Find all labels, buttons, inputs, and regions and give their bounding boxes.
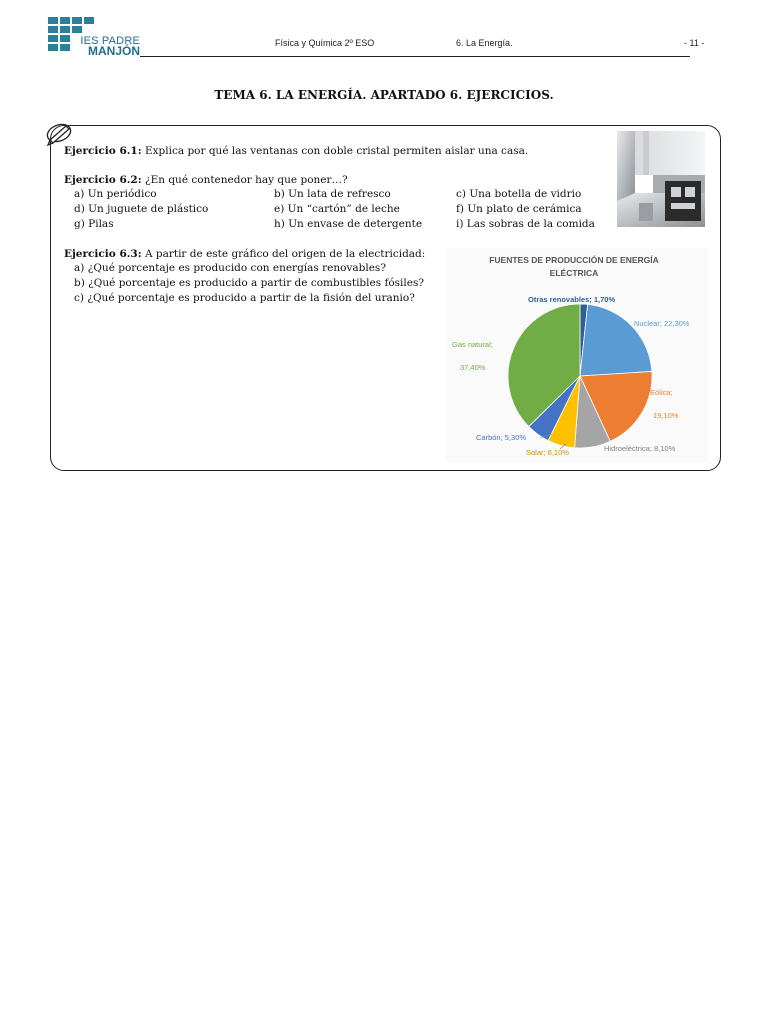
label-gas-natural-line2: 37,40% bbox=[460, 363, 486, 372]
label-eolica-line2: 19,10% bbox=[653, 411, 679, 420]
label-eolica-line1: Eólica; bbox=[650, 388, 673, 397]
option-e: e) Un “cartón” de leche bbox=[274, 203, 400, 215]
option-c: c) Una botella de vidrio bbox=[456, 188, 582, 200]
page-title: TEMA 6. LA ENERGÍA. APARTADO 6. EJERCICIOS. bbox=[214, 88, 554, 102]
option-f: f) Un plato de cerámica bbox=[456, 203, 582, 215]
exercise-6-3-label: Ejercicio 6.3: bbox=[64, 248, 142, 260]
exercise-6-1-label: Ejercicio 6.1: bbox=[64, 145, 142, 157]
exercise-6-3 bbox=[64, 248, 425, 261]
label-nuclear: Nuclear; 22,30% bbox=[634, 319, 690, 328]
label-hidroelectrica: Hidroeléctrica; 8,10% bbox=[604, 444, 676, 453]
exercise-6-1-text: Explica por qué las ventanas con doble cristal permiten aislar una casa. bbox=[144, 145, 529, 157]
question-c: c) ¿Qué porcentaje es producido a partir de la fisión del uranio? bbox=[74, 292, 415, 304]
energy-sources-pie-chart bbox=[446, 248, 708, 462]
question-a: a) ¿Qué porcentaje es producido con energías renovables? bbox=[74, 262, 386, 274]
exercise-6-1 bbox=[64, 145, 528, 158]
header-subject: Física y Química 2º ESO bbox=[275, 38, 375, 48]
option-h: h) Un envase de detergente bbox=[274, 218, 423, 230]
option-d: d) Un juguete de plástico bbox=[74, 203, 209, 215]
header-page-number: - 11 - bbox=[684, 38, 705, 48]
header-unit: 6. La Energía. bbox=[456, 38, 513, 48]
question-b: b) ¿Qué porcentaje es producido a partir de combustibles fósiles? bbox=[74, 277, 424, 289]
label-carbon: Carbón; 5,30% bbox=[476, 433, 527, 442]
exercise-6-2 bbox=[64, 174, 348, 187]
exercise-6-2-label: Ejercicio 6.2: bbox=[64, 174, 142, 186]
option-b: b) Un lata de refresco bbox=[274, 188, 391, 200]
header-divider bbox=[140, 56, 690, 57]
option-g: g) Pilas bbox=[74, 218, 114, 230]
label-otras-renovables: Otras renovables; 1,70% bbox=[528, 295, 616, 304]
chart-title-line2: ELÉCTRICA bbox=[549, 268, 599, 278]
label-gas-natural-line1: Gas natural; bbox=[452, 340, 493, 349]
logo-text-line1: IES PADRE bbox=[80, 35, 140, 47]
option-a: a) Un periódico bbox=[74, 188, 157, 200]
exercise-6-2-text: ¿En qué contenedor hay que poner…? bbox=[144, 174, 348, 186]
label-solar: Solar; 6,10% bbox=[526, 448, 569, 457]
double-glazed-window-image bbox=[613, 131, 709, 227]
option-i: i) Las sobras de la comida bbox=[456, 218, 595, 230]
logo-text-line2: MANJÓN bbox=[87, 44, 140, 58]
pencil-icon bbox=[44, 120, 74, 146]
exercise-6-3-text: A partir de este gráfico del origen de la electricidad: bbox=[144, 248, 426, 260]
pie-slices bbox=[508, 304, 652, 448]
chart-title-line1: FUENTES DE PRODUCCIÓN DE ENERGÍA bbox=[489, 255, 659, 265]
